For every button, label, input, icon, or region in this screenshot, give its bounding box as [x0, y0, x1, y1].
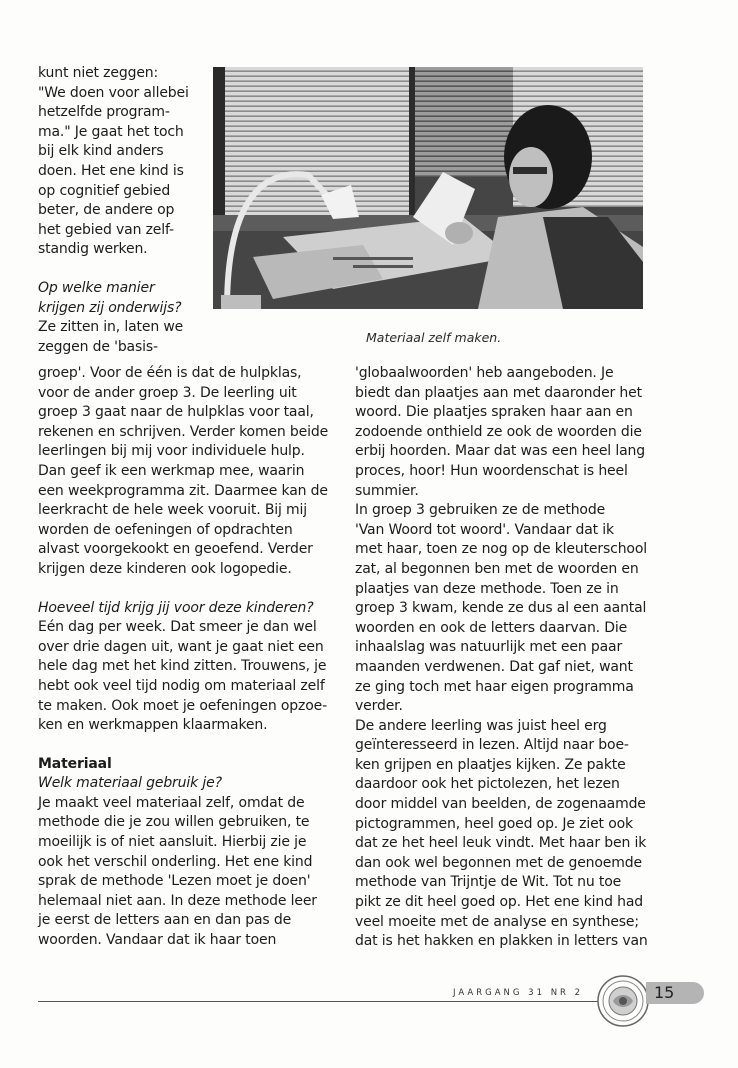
answer-paragraph: [38, 794, 338, 951]
text-line: zat, al begonnen ben met de woorden en: [355, 560, 639, 577]
text-line: summier.: [355, 482, 419, 499]
text-line: voor de ander groep 3. De leerling uit: [38, 384, 297, 401]
text-line: pictogrammen, heel goed op. Je ziet ook: [355, 815, 633, 832]
text-line: krijgen zij onderwijs?: [38, 299, 182, 316]
interview-question: [38, 279, 213, 318]
journal-seal-icon: [596, 974, 650, 1028]
text-line: een weekprogramma zit. Daarmee kan de: [38, 482, 328, 499]
answer-start: [38, 318, 213, 357]
text-line: krijgen deze kinderen ook logopedie.: [38, 560, 292, 577]
text-line: biedt dan plaatjes aan met daaronder het: [355, 384, 642, 401]
left-column-main: [38, 364, 338, 951]
text-line: hetzelfde program-: [38, 104, 170, 121]
text-line: alvast voorgekookt en geoefend. Verder: [38, 541, 313, 558]
text-line: erbij hoorden. Maar dat was een heel lang: [355, 443, 645, 460]
text-line: methode van Trijntje de Wit. Tot nu toe: [355, 874, 622, 891]
text-line: het gebied van zelf-: [38, 221, 174, 238]
text-line: dan ook wel begonnen met de genoemde: [355, 854, 642, 871]
text-line: methode die je zou willen gebruiken, te: [38, 814, 310, 831]
text-line: dat ze het heel leuk vindt. Met haar ben ik: [355, 835, 647, 852]
text-line: pikt ze dit heel goed op. Het ene kind had: [355, 894, 644, 911]
text-line: groep 3 gaat naar de hulpklas voor taal,: [38, 404, 314, 421]
text-line: bij elk kind anders: [38, 143, 164, 160]
text-line: geïnteresseerd in lezen. Altijd naar boe-: [355, 737, 629, 754]
text-line: groep'. Voor de één is dat de hulpklas,: [38, 365, 302, 381]
text-line: ma." Je gaat het toch: [38, 123, 184, 140]
text-line: woorden en ook de letters daarvan. Die: [355, 619, 628, 636]
text-line: inhaalslag was natuurlijk met een paar: [355, 639, 623, 656]
answer-paragraph: [38, 364, 338, 580]
photo-caption: Materiaal zelf maken.: [366, 330, 502, 345]
section-heading: [38, 755, 338, 775]
text-line: doen. Het ene kind is: [38, 162, 184, 179]
photo-illustration: [213, 67, 643, 309]
text-line: rekenen en schrijven. Verder komen beide: [38, 423, 329, 440]
text-line: door middel van beelden, de zogenaamde: [355, 796, 646, 813]
text-line: beter, de andere op: [38, 202, 175, 219]
text-line: Dan geef ik een werkmap mee, waarin: [38, 462, 305, 479]
text-line: worden de oefeningen of opdrachten: [38, 521, 293, 538]
text-line: dat is het hakken en plakken in letters van: [355, 933, 648, 950]
text-line: daardoor ook het pictolezen, het lezen: [355, 776, 620, 793]
text-line: je eerst de letters aan en dan pas de: [38, 912, 292, 929]
article-photo: [213, 67, 643, 309]
text-line: woord. Die plaatjes spraken haar aan en: [355, 404, 633, 421]
text-line: "We doen voor allebei: [38, 84, 189, 101]
footer-journal-issue: JAARGANG 31 NR 2: [453, 988, 584, 998]
text-line: op cognitief gebied: [38, 182, 171, 199]
text-line: helemaal niet aan. In deze methode leer: [38, 892, 317, 909]
left-column-top: [38, 64, 213, 357]
right-column-text: [355, 364, 655, 952]
text-line: moeilijk is of niet aansluit. Hierbij zie je: [38, 834, 307, 851]
text-line: sprak de methode 'Lezen moet je doen': [38, 873, 311, 890]
text-line: groep 3 kwam, kende ze dus al een aantal: [355, 600, 647, 617]
text-line: maanden verdwenen. Dat gaf niet, want: [355, 658, 633, 675]
text-line: standig werken.: [38, 241, 148, 258]
text-line: hele dag met het kind zitten. Trouwens, je: [38, 658, 327, 675]
text-line: Hoeveel tijd krijg jij voor deze kinderen?: [38, 599, 314, 616]
text-line: Eén dag per week. Dat smeer je dan wel: [38, 619, 317, 636]
text-line: Materiaal: [38, 755, 112, 772]
text-line: te maken. Ook moet je oefeningen opzoe-: [38, 697, 327, 714]
answer-paragraph: [38, 618, 338, 736]
text-line: hebt ook veel tijd nodig om materiaal zelf: [38, 677, 325, 694]
text-line: leerlingen bij mij voor individuele hulp.: [38, 443, 305, 460]
text-line: veel moeite met de analyse en synthese;: [355, 913, 639, 930]
text-line: In groep 3 gebruiken ze de methode: [355, 502, 606, 519]
text-line: De andere leerling was juist heel erg: [355, 717, 607, 734]
text-line: Je maakt veel materiaal zelf, omdat de: [38, 794, 305, 811]
text-line: Op welke manier: [38, 279, 155, 296]
text-line: zodoende onthield ze ook de woorden die: [355, 423, 642, 440]
text-line: ken en werkmappen klaarmaken.: [38, 717, 268, 734]
text-line: Welk materiaal gebruik je?: [38, 775, 222, 792]
text-line: woorden. Vandaar dat ik haar toen: [38, 932, 277, 949]
text-line: over drie dagen uit, want je gaat niet een: [38, 638, 324, 655]
right-column: [355, 364, 655, 952]
text-line: proces, hoor! Hun woordenschat is heel: [355, 462, 628, 479]
text-line: leerkracht de hele week vooruit. Bij mij: [38, 502, 308, 519]
text-line: zeggen de 'basis-: [38, 338, 158, 355]
interview-question: [38, 774, 338, 794]
footer-rule: [38, 1001, 598, 1002]
page-number: 15: [654, 983, 675, 1002]
text-line: 'Van Woord tot woord'. Vandaar dat ik: [355, 521, 615, 538]
text-line: ze ging toch met haar eigen programma: [355, 678, 634, 695]
text-line: 'globaalwoorden' heb aangeboden. Je: [355, 365, 614, 381]
text-line: plaatjes van deze methode. Toen ze in: [355, 580, 619, 597]
text-line: ken grijpen en plaatjes kijken. Ze pakte: [355, 756, 626, 773]
text-line: met haar, toen ze nog op de kleuterschool: [355, 541, 647, 558]
intro-paragraph: [38, 64, 213, 260]
text-line: ook het verschil onderling. Het ene kind: [38, 853, 313, 870]
text-line: kunt niet zeggen:: [38, 65, 159, 81]
interview-question: [38, 599, 338, 619]
text-line: Ze zitten in, laten we: [38, 319, 184, 336]
text-line: verder.: [355, 698, 403, 715]
